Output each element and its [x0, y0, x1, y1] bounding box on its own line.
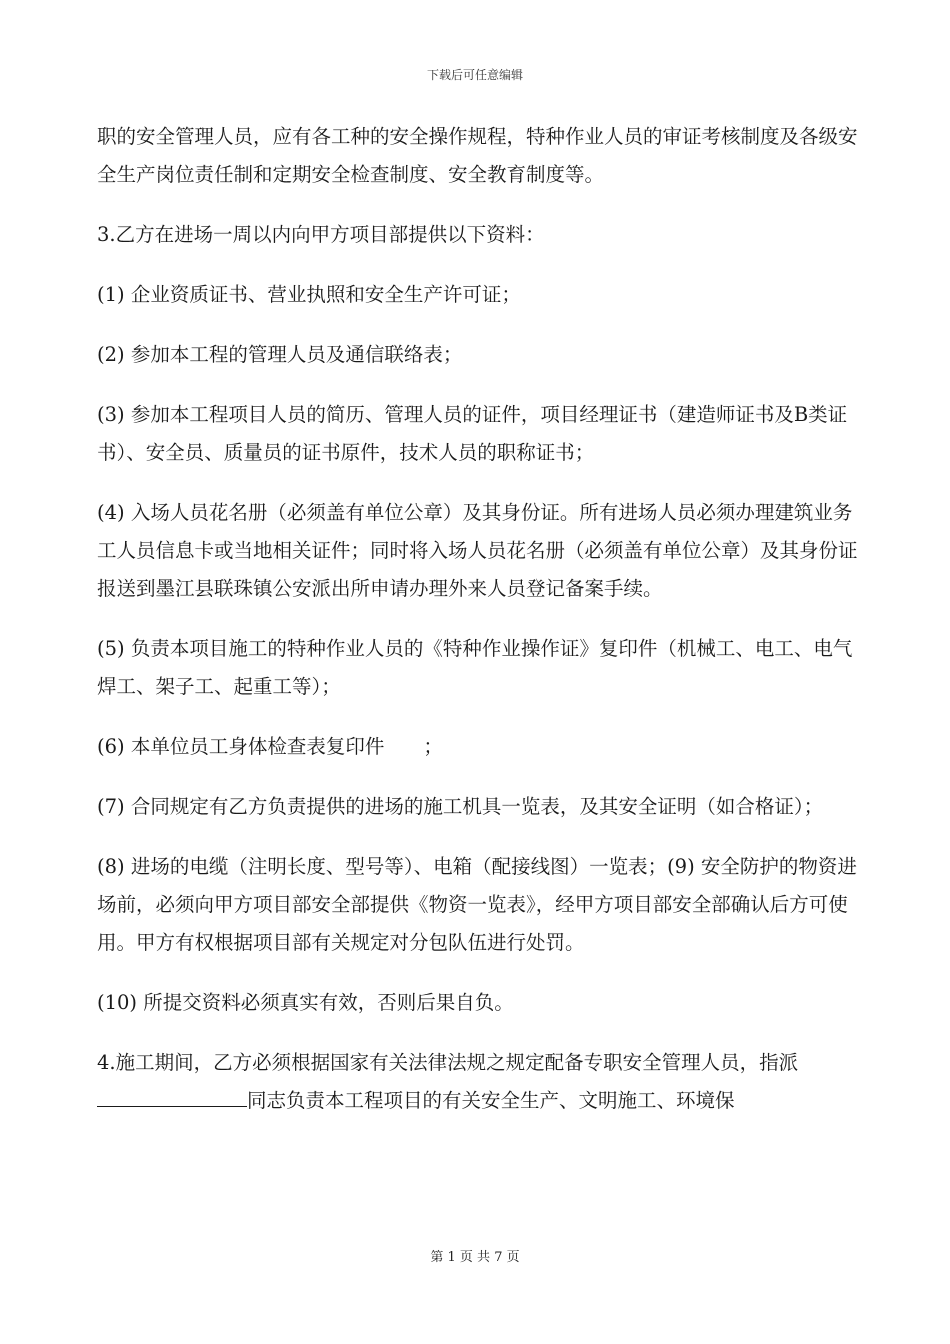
paragraph: (10) 所提交资料必须真实有效，否则后果自负。: [97, 991, 514, 1014]
fill-in-blank: [97, 1084, 247, 1107]
paragraph: 职的安全管理人员，应有各工种的安全操作规程，特种作业人员的审证考核制度及各级安全生产岗位责任制和定期安全检查制度、安全教育制度等。: [97, 125, 858, 186]
paragraph: (8) 进场的电缆（注明长度、型号等）、电箱（配接线图）一览表；(9) 安全防护的物资进场前，必须向甲方项目部安全部提供《物资一览表》，经甲方项目部安全部确认后方可使用。甲方有权根据项目部有关规定对分包队伍进行处罚。: [97, 855, 857, 954]
paragraph: (7) 合同规定有乙方负责提供的进场的施工机具一览表，及其安全证明（如合格证）；: [97, 795, 824, 818]
page-footer: 第 1 页 共 7 页: [430, 1250, 520, 1265]
document-body: [97, 118, 867, 1142]
paragraph: (5) 负责本项目施工的特种作业人员的《特种作业操作证》复印件（机械工、电工、电气焊工、架子工、起重工等）；: [97, 637, 853, 698]
page-header: 下载后可任意编辑: [426, 68, 523, 82]
paragraph: (3) 参加本工程项目人员的简历、管理人员的证件，项目经理证书（建造师证书及B类证书）、安全员、质量员的证书原件，技术人员的职称证书；: [97, 403, 848, 464]
paragraph: (6) 本单位员工身体检查表复印件 ；: [97, 735, 443, 758]
paragraph: (2) 参加本工程的管理人员及通信联络表；: [97, 343, 463, 366]
paragraph: (4) 入场人员花名册（必须盖有单位公章）及其身份证。所有进场人员必须办理建筑业务工人员信息卡或当地相关证件；同时将入场人员花名册（必须盖有单位公章）及其身份证报送到墨江县联珠镇公安派出所申请办理外来人员登记备案手续。: [97, 501, 858, 600]
paragraph-text-after-blank: 同志负责本工程项目的有关安全生产、文明施工、环境保: [247, 1089, 735, 1112]
paragraph-with-blank: [97, 1044, 867, 1120]
paragraph-text-before-blank: 4.施工期间，乙方必须根据国家有关法律法规之规定配备专职安全管理人员，指派: [97, 1051, 799, 1074]
paragraph: (1) 企业资质证书、营业执照和安全生产许可证；: [97, 283, 521, 306]
paragraph: 3.乙方在进场一周以内向甲方项目部提供以下资料：: [97, 223, 545, 246]
